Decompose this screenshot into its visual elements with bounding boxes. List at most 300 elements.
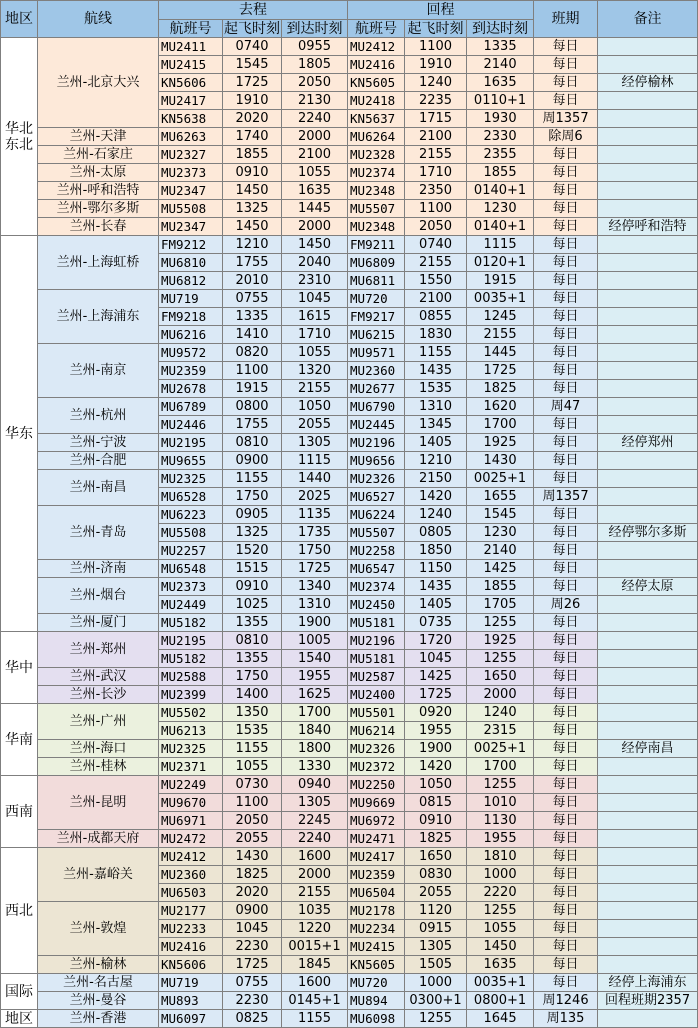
schedule-cell: 每日 bbox=[534, 578, 598, 596]
out-flight-no-cell: MU6528 bbox=[159, 488, 223, 506]
note-cell bbox=[598, 560, 698, 578]
ret-arr-time-cell: 1925 bbox=[467, 632, 534, 650]
route-cell: 兰州-上海虹桥 bbox=[38, 236, 159, 290]
ret-dep-time-cell: 2155 bbox=[405, 254, 467, 272]
ret-dep-time-cell: 1900 bbox=[405, 740, 467, 758]
route-cell: 兰州-石家庄 bbox=[38, 146, 159, 164]
schedule-cell: 每日 bbox=[534, 164, 598, 182]
out-flight-no-cell: MU6097 bbox=[159, 1010, 223, 1028]
note-cell bbox=[598, 164, 698, 182]
table-row bbox=[1, 434, 698, 452]
out-arr-time-cell: 1445 bbox=[282, 200, 348, 218]
schedule-cell: 每日 bbox=[534, 830, 598, 848]
table-row bbox=[1, 344, 698, 362]
note-cell bbox=[598, 902, 698, 920]
route-cell: 兰州-昆明 bbox=[38, 776, 159, 830]
out-flight-no-cell: FM9218 bbox=[159, 308, 223, 326]
ret-flight-no-cell: MU2348 bbox=[348, 218, 405, 236]
ret-arr-time-cell: 2140 bbox=[467, 542, 534, 560]
ret-flight-no-cell: MU5181 bbox=[348, 614, 405, 632]
out-flight-no-cell: MU2249 bbox=[159, 776, 223, 794]
schedule-cell: 每日 bbox=[534, 416, 598, 434]
out-arr-time-cell: 1540 bbox=[282, 650, 348, 668]
region-cell: 华东 bbox=[1, 236, 38, 632]
ret-arr-time-cell: 1700 bbox=[467, 416, 534, 434]
out-flight-no-cell: MU5508 bbox=[159, 200, 223, 218]
out-flight-no-cell: MU2412 bbox=[159, 848, 223, 866]
ret-dep-time-cell: 1850 bbox=[405, 542, 467, 560]
ret-dep-time-cell: 1535 bbox=[405, 380, 467, 398]
out-flight-no-cell: MU2177 bbox=[159, 902, 223, 920]
ret-arr-time-cell: 0035+1 bbox=[467, 290, 534, 308]
ret-arr-time-cell: 1825 bbox=[467, 380, 534, 398]
note-cell bbox=[598, 632, 698, 650]
table-row bbox=[1, 956, 698, 974]
out-dep-time-cell: 1100 bbox=[223, 362, 282, 380]
note-cell bbox=[598, 542, 698, 560]
note-cell bbox=[598, 362, 698, 380]
out-arr-time-cell: 1750 bbox=[282, 542, 348, 560]
ret-flight-no-cell: MU2250 bbox=[348, 776, 405, 794]
schedule-cell: 每日 bbox=[534, 326, 598, 344]
ret-dep-time-cell: 1725 bbox=[405, 686, 467, 704]
out-arr-time-cell: 2240 bbox=[282, 110, 348, 128]
out-arr-time-cell: 1005 bbox=[282, 632, 348, 650]
note-cell bbox=[598, 182, 698, 200]
note-cell bbox=[598, 758, 698, 776]
ret-arr-time-cell: 1855 bbox=[467, 164, 534, 182]
ret-arr-time-cell: 1255 bbox=[467, 614, 534, 632]
ret-dep-time-cell: 0740 bbox=[405, 236, 467, 254]
region-cell: 华南 bbox=[1, 704, 38, 776]
out-flight-no-cell: FM9212 bbox=[159, 236, 223, 254]
out-dep-time-cell: 1045 bbox=[223, 920, 282, 938]
route-cell: 兰州-长沙 bbox=[38, 686, 159, 704]
ret-flight-no-cell: MU2445 bbox=[348, 416, 405, 434]
out-flight-no-cell: MU2411 bbox=[159, 38, 223, 56]
note-cell: 经停鄂尔多斯 bbox=[598, 524, 698, 542]
schedule-cell: 每日 bbox=[534, 92, 598, 110]
ret-arr-time-cell: 1230 bbox=[467, 524, 534, 542]
ret-flight-no-cell: MU2418 bbox=[348, 92, 405, 110]
ret-dep-time-cell: 1120 bbox=[405, 902, 467, 920]
ret-arr-time-cell: 1930 bbox=[467, 110, 534, 128]
table-row bbox=[1, 290, 698, 308]
table-row bbox=[1, 200, 698, 218]
schedule-cell: 每日 bbox=[534, 236, 598, 254]
ret-flight-no-cell: MU2360 bbox=[348, 362, 405, 380]
out-dep-time-cell: 1325 bbox=[223, 200, 282, 218]
ret-arr-time-cell: 1725 bbox=[467, 362, 534, 380]
ret-dep-time-cell: 2100 bbox=[405, 290, 467, 308]
ret-arr-time-cell: 1255 bbox=[467, 650, 534, 668]
route-cell: 兰州-榆林 bbox=[38, 956, 159, 974]
out-flight-no-cell: MU6223 bbox=[159, 506, 223, 524]
out-flight-no-cell: MU2327 bbox=[159, 146, 223, 164]
out-dep-time-cell: 1855 bbox=[223, 146, 282, 164]
table-row bbox=[1, 164, 698, 182]
note-cell bbox=[598, 56, 698, 74]
ret-arr-time-cell: 1445 bbox=[467, 344, 534, 362]
ret-dep-time-cell: 1910 bbox=[405, 56, 467, 74]
out-dep-time-cell: 1545 bbox=[223, 56, 282, 74]
out-dep-time-cell: 1450 bbox=[223, 218, 282, 236]
schedule-cell: 周1357 bbox=[534, 110, 598, 128]
out-arr-time-cell: 1625 bbox=[282, 686, 348, 704]
out-flight-no-cell: MU2416 bbox=[159, 938, 223, 956]
route-cell: 兰州-太原 bbox=[38, 164, 159, 182]
table-row bbox=[1, 902, 698, 920]
out-flight-no-cell: MU5182 bbox=[159, 650, 223, 668]
ret-dep-time-cell: 2100 bbox=[405, 128, 467, 146]
out-flight-no-cell: MU2325 bbox=[159, 470, 223, 488]
ret-flight-no-cell: MU2374 bbox=[348, 578, 405, 596]
ret-flight-no-cell: MU2234 bbox=[348, 920, 405, 938]
out-dep-time-cell: 1350 bbox=[223, 704, 282, 722]
ret-flight-no-cell: MU2328 bbox=[348, 146, 405, 164]
ret-dep-time-cell: 0735 bbox=[405, 614, 467, 632]
ret-dep-time-cell: 1210 bbox=[405, 452, 467, 470]
ret-arr-time-cell: 2155 bbox=[467, 326, 534, 344]
ret-flight-no-cell: MU6790 bbox=[348, 398, 405, 416]
ret-flight-no-cell: MU5507 bbox=[348, 524, 405, 542]
table-row bbox=[1, 992, 698, 1010]
ret-dep-time-cell: 1405 bbox=[405, 596, 467, 614]
out-flight-no-cell: MU2417 bbox=[159, 92, 223, 110]
out-arr-time-cell: 2155 bbox=[282, 884, 348, 902]
out-dep-time-cell: 0810 bbox=[223, 632, 282, 650]
schedule-cell: 每日 bbox=[534, 200, 598, 218]
ret-arr-time-cell: 1635 bbox=[467, 956, 534, 974]
out-flight-no-cell: MU9655 bbox=[159, 452, 223, 470]
ret-flight-no-cell: MU2416 bbox=[348, 56, 405, 74]
route-cell: 兰州-上海浦东 bbox=[38, 290, 159, 344]
table-row bbox=[1, 830, 698, 848]
out-arr-time-cell: 0015+1 bbox=[282, 938, 348, 956]
schedule-cell: 每日 bbox=[534, 218, 598, 236]
out-flight-no-cell: MU6789 bbox=[159, 398, 223, 416]
schedule-cell: 每日 bbox=[534, 956, 598, 974]
out-arr-time-cell: 1115 bbox=[282, 452, 348, 470]
route-cell: 兰州-杭州 bbox=[38, 398, 159, 434]
header-outbound: 去程 bbox=[159, 1, 348, 20]
ret-flight-no-cell: KN5605 bbox=[348, 956, 405, 974]
out-flight-no-cell: MU6503 bbox=[159, 884, 223, 902]
ret-flight-no-cell: FM9217 bbox=[348, 308, 405, 326]
note-cell bbox=[598, 830, 698, 848]
out-flight-no-cell: MU2325 bbox=[159, 740, 223, 758]
header-out-dep-time: 起飞时刻 bbox=[224, 20, 280, 37]
ret-arr-time-cell: 2220 bbox=[467, 884, 534, 902]
out-dep-time-cell: 1750 bbox=[223, 488, 282, 506]
ret-dep-time-cell: 2235 bbox=[405, 92, 467, 110]
table-row bbox=[1, 668, 698, 686]
out-flight-no-cell: MU6263 bbox=[159, 128, 223, 146]
ret-dep-time-cell: 2155 bbox=[405, 146, 467, 164]
ret-arr-time-cell: 2000 bbox=[467, 686, 534, 704]
table-row bbox=[1, 218, 698, 236]
out-dep-time-cell: 0825 bbox=[223, 1010, 282, 1028]
ret-arr-time-cell: 1130 bbox=[467, 812, 534, 830]
out-dep-time-cell: 1915 bbox=[223, 380, 282, 398]
route-cell: 兰州-青岛 bbox=[38, 506, 159, 560]
out-arr-time-cell: 2155 bbox=[282, 380, 348, 398]
note-cell bbox=[598, 308, 698, 326]
ret-dep-time-cell: 1310 bbox=[405, 398, 467, 416]
ret-flight-no-cell: MU6215 bbox=[348, 326, 405, 344]
ret-dep-time-cell: 1240 bbox=[405, 74, 467, 92]
out-dep-time-cell: 2020 bbox=[223, 110, 282, 128]
out-arr-time-cell: 1955 bbox=[282, 668, 348, 686]
out-dep-time-cell: 0810 bbox=[223, 434, 282, 452]
ret-flight-no-cell: MU6547 bbox=[348, 560, 405, 578]
note-cell bbox=[598, 1010, 698, 1028]
out-arr-time-cell: 2245 bbox=[282, 812, 348, 830]
out-arr-time-cell: 2100 bbox=[282, 146, 348, 164]
out-dep-time-cell: 0910 bbox=[223, 164, 282, 182]
ret-arr-time-cell: 1925 bbox=[467, 434, 534, 452]
ret-dep-time-cell: 1405 bbox=[405, 434, 467, 452]
out-arr-time-cell: 1845 bbox=[282, 956, 348, 974]
table-row bbox=[1, 560, 698, 578]
route-cell: 兰州-嘉峪关 bbox=[38, 848, 159, 902]
out-dep-time-cell: 0730 bbox=[223, 776, 282, 794]
out-dep-time-cell: 1755 bbox=[223, 254, 282, 272]
route-cell: 兰州-呼和浩特 bbox=[38, 182, 159, 200]
schedule-cell: 每日 bbox=[534, 254, 598, 272]
table-row bbox=[1, 1010, 698, 1028]
header-return: 回程 bbox=[348, 1, 534, 20]
out-flight-no-cell: MU6548 bbox=[159, 560, 223, 578]
ret-flight-no-cell: MU2196 bbox=[348, 434, 405, 452]
note-cell bbox=[598, 614, 698, 632]
ret-arr-time-cell: 1650 bbox=[467, 668, 534, 686]
ret-flight-no-cell: MU2258 bbox=[348, 542, 405, 560]
out-arr-time-cell: 2000 bbox=[282, 128, 348, 146]
table-row bbox=[1, 704, 698, 722]
out-flight-no-cell: MU5182 bbox=[159, 614, 223, 632]
note-cell bbox=[598, 38, 698, 56]
ret-flight-no-cell: MU5501 bbox=[348, 704, 405, 722]
schedule-cell: 每日 bbox=[534, 974, 598, 992]
ret-flight-no-cell: MU6224 bbox=[348, 506, 405, 524]
note-cell bbox=[598, 452, 698, 470]
ret-arr-time-cell: 1855 bbox=[467, 578, 534, 596]
out-arr-time-cell: 1900 bbox=[282, 614, 348, 632]
schedule-cell: 每日 bbox=[534, 362, 598, 380]
note-cell bbox=[598, 848, 698, 866]
note-cell bbox=[598, 704, 698, 722]
out-dep-time-cell: 1325 bbox=[223, 524, 282, 542]
table-row bbox=[1, 632, 698, 650]
ret-arr-time-cell: 1000 bbox=[467, 866, 534, 884]
out-flight-no-cell: MU6216 bbox=[159, 326, 223, 344]
schedule-cell: 周26 bbox=[534, 596, 598, 614]
schedule-cell: 每日 bbox=[534, 380, 598, 398]
out-dep-time-cell: 0910 bbox=[223, 578, 282, 596]
ret-flight-no-cell: MU9571 bbox=[348, 344, 405, 362]
out-dep-time-cell: 0800 bbox=[223, 398, 282, 416]
out-arr-time-cell: 1725 bbox=[282, 560, 348, 578]
ret-dep-time-cell: 0920 bbox=[405, 704, 467, 722]
schedule-cell: 每日 bbox=[534, 632, 598, 650]
ret-arr-time-cell: 0800+1 bbox=[467, 992, 534, 1010]
ret-arr-time-cell: 0120+1 bbox=[467, 254, 534, 272]
out-dep-time-cell: 2010 bbox=[223, 272, 282, 290]
out-arr-time-cell: 2130 bbox=[282, 92, 348, 110]
table-row bbox=[1, 506, 698, 524]
ret-dep-time-cell: 1720 bbox=[405, 632, 467, 650]
note-cell bbox=[598, 650, 698, 668]
out-flight-no-cell: MU719 bbox=[159, 290, 223, 308]
out-arr-time-cell: 2310 bbox=[282, 272, 348, 290]
out-arr-time-cell: 2000 bbox=[282, 866, 348, 884]
note-cell bbox=[598, 884, 698, 902]
out-flight-no-cell: MU6971 bbox=[159, 812, 223, 830]
schedule-cell: 每日 bbox=[534, 146, 598, 164]
out-arr-time-cell: 1055 bbox=[282, 164, 348, 182]
ret-arr-time-cell: 1450 bbox=[467, 938, 534, 956]
ret-dep-time-cell: 1435 bbox=[405, 362, 467, 380]
out-dep-time-cell: 0900 bbox=[223, 902, 282, 920]
out-flight-no-cell: MU2399 bbox=[159, 686, 223, 704]
header-ret-dep-time: 起飞时刻 bbox=[405, 20, 467, 38]
out-flight-no-cell: MU2449 bbox=[159, 596, 223, 614]
ret-arr-time-cell: 1700 bbox=[467, 758, 534, 776]
route-cell: 兰州-长春 bbox=[38, 218, 159, 236]
out-flight-no-cell: KN5638 bbox=[159, 110, 223, 128]
ret-flight-no-cell: MU6811 bbox=[348, 272, 405, 290]
table-row bbox=[1, 38, 698, 56]
ret-dep-time-cell: 2050 bbox=[405, 218, 467, 236]
out-arr-time-cell: 1220 bbox=[282, 920, 348, 938]
table-row bbox=[1, 128, 698, 146]
out-arr-time-cell: 1600 bbox=[282, 974, 348, 992]
table-row bbox=[1, 740, 698, 758]
out-arr-time-cell: 2000 bbox=[282, 218, 348, 236]
out-dep-time-cell: 0755 bbox=[223, 290, 282, 308]
out-dep-time-cell: 1155 bbox=[223, 740, 282, 758]
out-dep-time-cell: 1725 bbox=[223, 74, 282, 92]
ret-dep-time-cell: 1420 bbox=[405, 488, 467, 506]
ret-arr-time-cell: 2315 bbox=[467, 722, 534, 740]
out-dep-time-cell: 1825 bbox=[223, 866, 282, 884]
schedule-cell: 每日 bbox=[534, 722, 598, 740]
ret-dep-time-cell: 0300+1 bbox=[405, 992, 467, 1010]
schedule-cell: 每日 bbox=[534, 758, 598, 776]
ret-flight-no-cell: MU2415 bbox=[348, 938, 405, 956]
note-cell bbox=[598, 236, 698, 254]
ret-arr-time-cell: 0035+1 bbox=[467, 974, 534, 992]
schedule-cell: 每日 bbox=[534, 470, 598, 488]
note-cell bbox=[598, 776, 698, 794]
ret-flight-no-cell: MU6264 bbox=[348, 128, 405, 146]
out-dep-time-cell: 1535 bbox=[223, 722, 282, 740]
ret-dep-time-cell: 1100 bbox=[405, 200, 467, 218]
ret-dep-time-cell: 1150 bbox=[405, 560, 467, 578]
ret-dep-time-cell: 1100 bbox=[405, 38, 467, 56]
out-arr-time-cell: 2040 bbox=[282, 254, 348, 272]
ret-flight-no-cell: MU2412 bbox=[348, 38, 405, 56]
out-dep-time-cell: 1430 bbox=[223, 848, 282, 866]
table-row bbox=[1, 398, 698, 416]
ret-flight-no-cell: MU2587 bbox=[348, 668, 405, 686]
out-dep-time-cell: 2230 bbox=[223, 992, 282, 1010]
ret-flight-no-cell: MU5181 bbox=[348, 650, 405, 668]
out-dep-time-cell: 1025 bbox=[223, 596, 282, 614]
ret-dep-time-cell: 0805 bbox=[405, 524, 467, 542]
ret-arr-time-cell: 1430 bbox=[467, 452, 534, 470]
out-dep-time-cell: 0900 bbox=[223, 452, 282, 470]
out-arr-time-cell: 1710 bbox=[282, 326, 348, 344]
schedule-cell: 每日 bbox=[534, 56, 598, 74]
out-dep-time-cell: 1750 bbox=[223, 668, 282, 686]
ret-dep-time-cell: 2350 bbox=[405, 182, 467, 200]
ret-arr-time-cell: 1335 bbox=[467, 38, 534, 56]
table-row bbox=[1, 182, 698, 200]
ret-flight-no-cell: MU2178 bbox=[348, 902, 405, 920]
ret-flight-no-cell: KN5605 bbox=[348, 74, 405, 92]
note-cell: 经停呼和浩特 bbox=[598, 218, 698, 236]
out-flight-no-cell: MU5508 bbox=[159, 524, 223, 542]
out-flight-no-cell: MU2588 bbox=[159, 668, 223, 686]
out-flight-no-cell: MU2472 bbox=[159, 830, 223, 848]
out-flight-no-cell: MU2347 bbox=[159, 182, 223, 200]
ret-dep-time-cell: 1435 bbox=[405, 578, 467, 596]
out-flight-no-cell: MU2347 bbox=[159, 218, 223, 236]
ret-flight-no-cell: MU6809 bbox=[348, 254, 405, 272]
out-dep-time-cell: 1910 bbox=[223, 92, 282, 110]
out-dep-time-cell: 1400 bbox=[223, 686, 282, 704]
note-cell bbox=[598, 866, 698, 884]
ret-arr-time-cell: 1425 bbox=[467, 560, 534, 578]
ret-arr-time-cell: 0025+1 bbox=[467, 740, 534, 758]
ret-arr-time-cell: 0110+1 bbox=[467, 92, 534, 110]
out-flight-no-cell: MU2373 bbox=[159, 164, 223, 182]
out-flight-no-cell: MU5502 bbox=[159, 704, 223, 722]
note-cell bbox=[598, 272, 698, 290]
schedule-cell: 每日 bbox=[534, 812, 598, 830]
out-dep-time-cell: 0740 bbox=[223, 38, 282, 56]
schedule-cell: 每日 bbox=[534, 560, 598, 578]
out-arr-time-cell: 1055 bbox=[282, 344, 348, 362]
ret-dep-time-cell: 1255 bbox=[405, 1010, 467, 1028]
out-arr-time-cell: 1045 bbox=[282, 290, 348, 308]
ret-flight-no-cell: MU9669 bbox=[348, 794, 405, 812]
ret-arr-time-cell: 1810 bbox=[467, 848, 534, 866]
schedule-cell: 每日 bbox=[534, 542, 598, 560]
table-row bbox=[1, 236, 698, 254]
out-dep-time-cell: 1450 bbox=[223, 182, 282, 200]
ret-flight-no-cell: MU894 bbox=[348, 992, 405, 1010]
schedule-cell: 周1357 bbox=[534, 488, 598, 506]
out-arr-time-cell: 1305 bbox=[282, 794, 348, 812]
out-arr-time-cell: 0955 bbox=[282, 38, 348, 56]
note-cell bbox=[598, 128, 698, 146]
ret-flight-no-cell: MU5507 bbox=[348, 200, 405, 218]
region-cell: 西南 bbox=[1, 776, 38, 848]
note-cell bbox=[598, 344, 698, 362]
ret-dep-time-cell: 1825 bbox=[405, 830, 467, 848]
table-row bbox=[1, 974, 698, 992]
ret-arr-time-cell: 1230 bbox=[467, 200, 534, 218]
ret-dep-time-cell: 0855 bbox=[405, 308, 467, 326]
schedule-cell: 每日 bbox=[534, 848, 598, 866]
schedule-cell: 每日 bbox=[534, 308, 598, 326]
out-flight-no-cell: KN5606 bbox=[159, 74, 223, 92]
ret-arr-time-cell: 0140+1 bbox=[467, 182, 534, 200]
route-cell: 兰州-厦门 bbox=[38, 614, 159, 632]
